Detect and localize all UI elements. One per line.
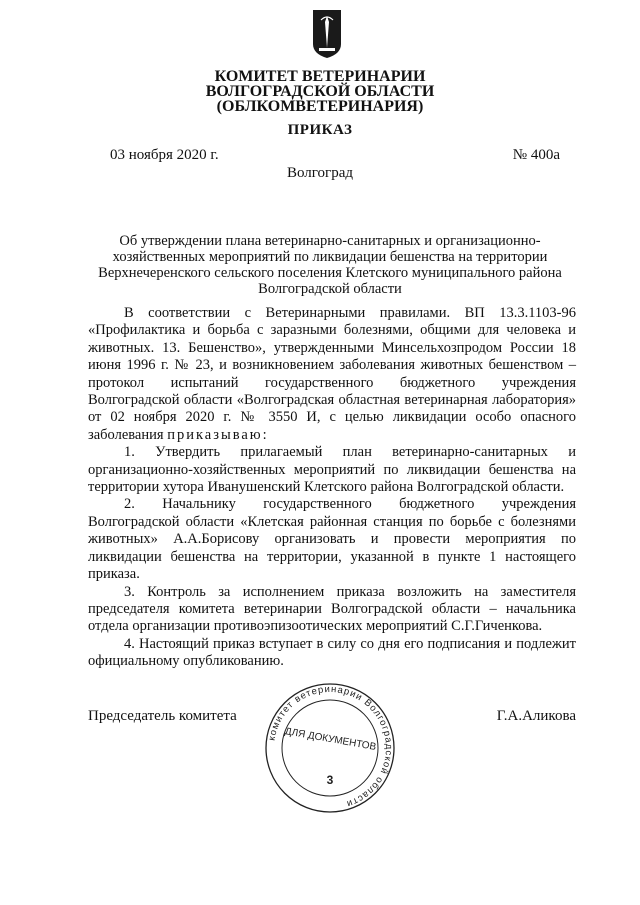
signatory-title: Председатель комитета — [88, 708, 237, 724]
intro-paragraph — [88, 305, 576, 444]
document-type: ПРИКАЗ — [287, 122, 353, 138]
document-number: № 400а — [512, 147, 560, 163]
orders-word: приказываю: — [167, 426, 269, 443]
organization-short-name: (ОБЛКОМВЕТЕРИНАРИЯ) — [216, 98, 424, 115]
intro-text: В соответствии с Ветеринарными правилами. ВП 13.3.1103-96 «Профилактика и борьба с заразными болезнями, общими для человека и животных. 13. Бешенство», утвержденными Минсельхозпродом России 18 июня 1996 г. № 23, и возникновением заболевания животных бешенством – протокол испытаний государственного бюджетного учреждения Волгоградской области «Волгоградская областная ветеринарная лаборатория» от 02 ноября 2020 г. № 3550 И, с целью ликвидации особо опасного заболевания — [88, 305, 576, 443]
signatory-name: Г.А.Аликова — [496, 708, 576, 724]
organization-name-line-2: ВОЛГОГРАДСКОЙ ОБЛАСТИ — [205, 83, 435, 100]
order-item-1: 1. Утвердить прилагаемый план ветеринарно-санитарных и организационно-хозяйственных мероприятий по ликвидации бешенства на территории хутора Иванушенский Клетского района Волгоградской области. — [88, 444, 576, 496]
order-item-4: 4. Настоящий приказ вступает в силу со дня его подписания и подлежит официальному опубликованию. — [88, 635, 576, 670]
stamp-number: 3 — [326, 773, 334, 787]
organization-name-line-1: КОМИТЕТ ВЕТЕРИНАРИИ — [214, 68, 426, 85]
order-item-3: 3. Контроль за исполнением приказа возложить на заместителя председателя комитета ветеринарии Волгоградской области – начальника отдела организации противоэпизоотических мероприятий С.Г.Гиченкова. — [88, 583, 576, 635]
stamp-outer-text: комитет ветеринарии Волгоградской области — [266, 683, 395, 810]
official-stamp — [262, 680, 398, 816]
document-body — [88, 305, 576, 671]
stamp-inner-text: ДЛЯ ДОКУМЕНТОВ — [283, 726, 377, 753]
document-date: 03 ноября 2020 г. — [110, 147, 219, 163]
document-subject: Об утверждении плана ветеринарно-санитарных и организационно-хозяйственных мероприятий по ликвидации бешенства на территории Верхнечеренского сельского поселения Клетского муниципального района Волгоградской области — [98, 233, 562, 297]
document-city: Волгоград — [286, 165, 353, 181]
order-item-2: 2. Начальнику государственного бюджетного учреждения Волгоградской области «Клетская районная станция по борьбе с болезнями животных» А.А.Борисову организовать и провести мероприятия по ликвидации бешенства на территории, указанной в пункте 1 настоящего приказа. — [88, 496, 576, 583]
coat-of-arms-icon — [311, 8, 343, 60]
